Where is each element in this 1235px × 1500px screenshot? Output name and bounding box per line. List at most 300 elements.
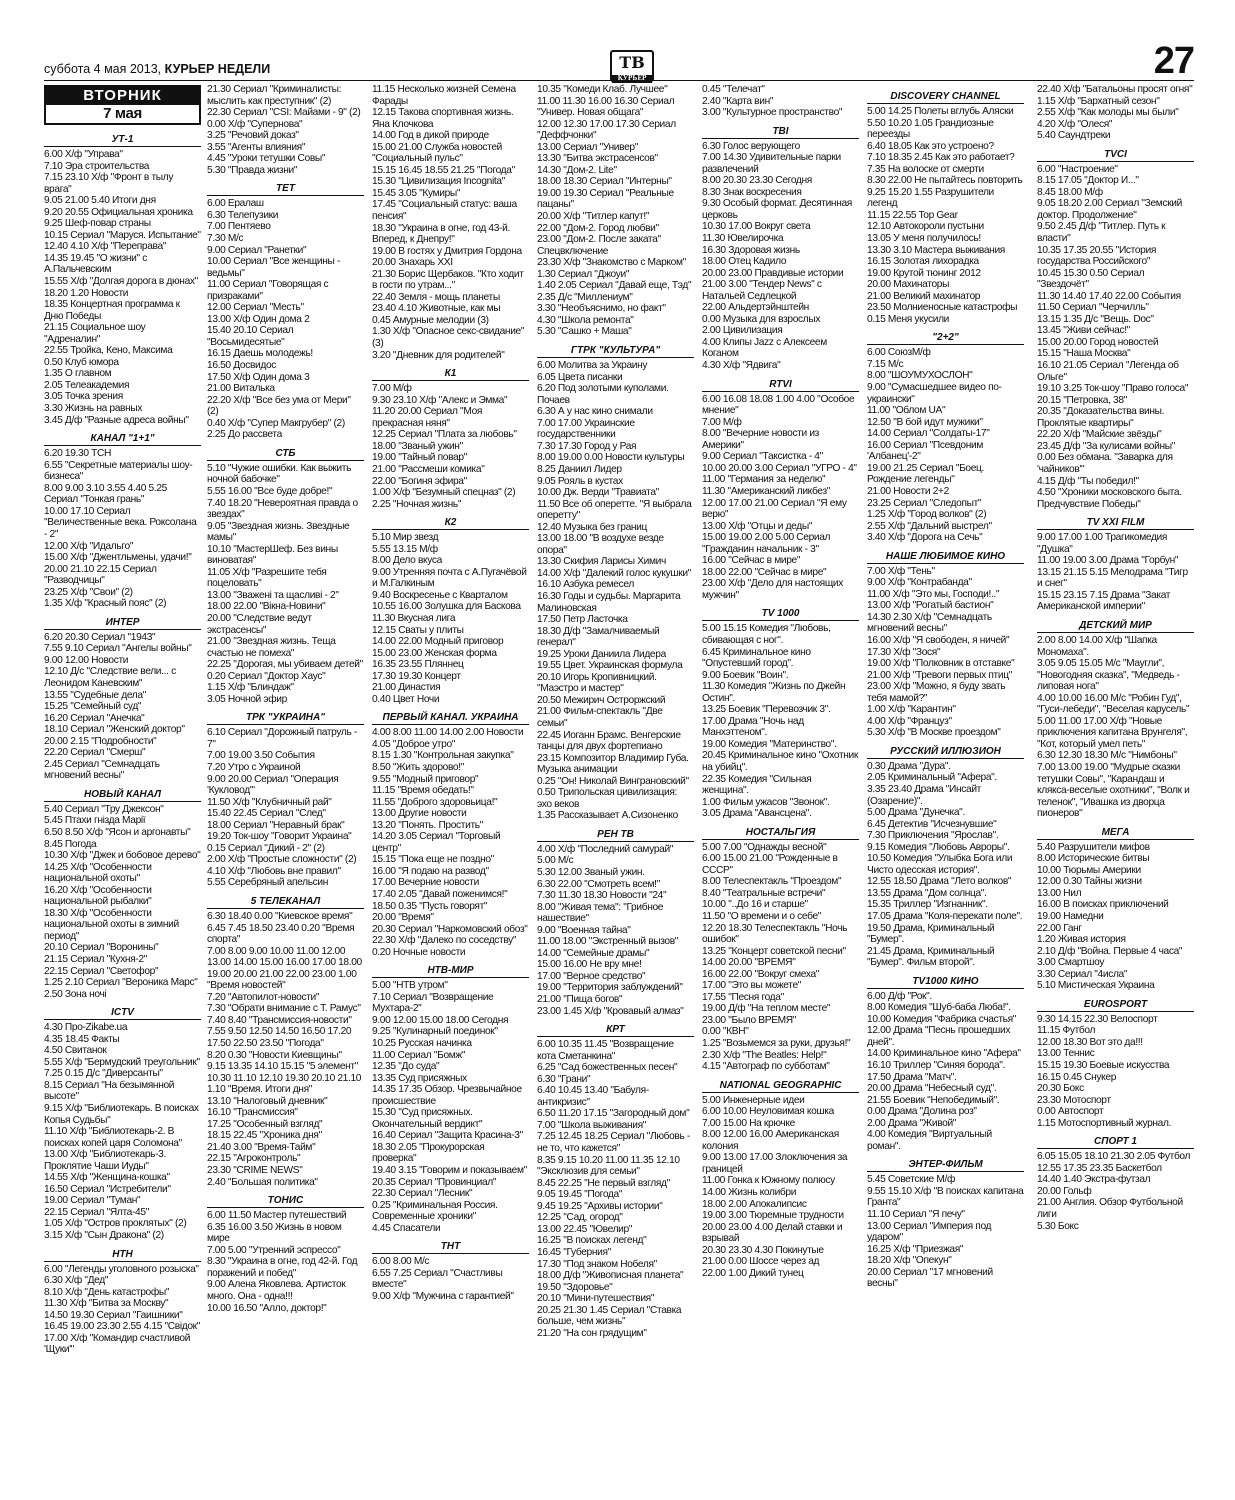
program-entry: 14.00 "Семейные драмы" bbox=[537, 947, 650, 959]
program-entry: 7.30 Приключения "Ярослав". bbox=[867, 830, 999, 842]
program-entry: 5.00 М/с bbox=[537, 855, 574, 867]
program-entry: 9.25 Шеф-повар страны bbox=[44, 218, 151, 230]
program-entry: 20.00 Махинаторы bbox=[867, 279, 950, 291]
program-entry: 10.15 Сериал "Маруся. Испытание" bbox=[44, 229, 201, 241]
program-entry: 7.00 15.00 На крючке bbox=[702, 1117, 795, 1129]
program-entry: 5.30 12.00 Званый ужин. bbox=[537, 867, 645, 878]
program-entry: 8.15 Сериал "На безымянной высоте" bbox=[44, 1079, 175, 1103]
program-entry: 5.30 Х/ф "В Москве проездом" bbox=[867, 727, 1001, 739]
program-entry: 20.00 Знахарь XXI bbox=[372, 257, 453, 269]
program-entry: 7.10 18.35 2.45 Как это работает? bbox=[867, 152, 1015, 164]
program-entry: 8.45 Погода bbox=[44, 838, 97, 850]
program-entry: 4.45 "Уроки тетушки Совы" bbox=[207, 153, 326, 165]
program-entry: 7.40 18.20 "Невероятная правда о звездах" bbox=[207, 497, 358, 521]
channel-name: КАНАЛ "1+1" bbox=[44, 432, 201, 446]
program-entry: 13.55 Драма "Дом солнца". bbox=[867, 887, 987, 899]
program-entry: 16.00 В поисках приключений bbox=[1037, 899, 1169, 911]
schedule-column bbox=[372, 84, 529, 1494]
program-entry: 19.00 В гостях у Дмитрия Гордона bbox=[372, 245, 522, 257]
program-entry: 15.15 19.30 Боевые искусства bbox=[1037, 1060, 1170, 1072]
program-entry: 11.00 Гонка к Южному полюсу bbox=[702, 1175, 835, 1187]
program-entry: 4.00 Комедия "Виртуальный роман". bbox=[867, 1129, 992, 1152]
program-entry: 10.30 Х/ф "Джек и бобовое дерево" bbox=[44, 850, 201, 862]
program-entry: 9.05 "Звездная жизнь. Звездные мамы" bbox=[207, 520, 350, 544]
program-entry: 22.30 Сериал "CSI: Майами - 9" (2) bbox=[207, 107, 361, 119]
program-entry: 6.00 "Легенды уголовного розыска" bbox=[44, 1263, 199, 1275]
program-entry: 8.10 Х/ф "День катастрофы" bbox=[44, 1286, 170, 1298]
program-entry: 22.15 "Агроконтроль" bbox=[207, 1153, 301, 1165]
program-entry: 13.00 22.45 "Ювелир" bbox=[537, 1223, 633, 1235]
program-entry: 9.00 13.00 17.00 Злоключения за границей bbox=[702, 1152, 848, 1175]
program-entry: 9.05 19.45 "Погода" bbox=[537, 1189, 623, 1201]
program-entry: 4.00 8.00 11.00 14.00 2.00 Новости bbox=[372, 727, 524, 739]
program-entry: 1.35 Рассказывает А.Сизоненко bbox=[537, 810, 678, 822]
program-entry: 10.00 "..До 16 и старше" bbox=[702, 899, 808, 911]
channel-name: ДЕТСКИЙ МИР bbox=[1037, 619, 1194, 633]
program-entry: 6.00 8.00 М/с bbox=[372, 1256, 430, 1268]
program-entry: 12.15 Сваты у плиты bbox=[372, 624, 464, 636]
channel-name: EUROSPORT bbox=[1037, 998, 1194, 1012]
program-entry: 12.55 17.35 23.35 Баскетбол bbox=[1037, 1162, 1162, 1174]
program-entry: 0.40 Х/ф "Супер Макгрубер" (2) bbox=[207, 417, 345, 429]
program-entry: 13.00 Теннис bbox=[1037, 1048, 1095, 1060]
tv-kurier-logo bbox=[610, 50, 654, 82]
program-entry: 12.50 "В бой идут мужики" bbox=[867, 416, 983, 428]
program-entry: 7.00 8.00 9.00 10.00 11.00 12.00 13.00 14.00 15.00 16.00 17.00 18.00 19.00 20.00 21.00 22.00 23.00 1.00 "Время новостей" bbox=[207, 945, 362, 992]
channel-block bbox=[867, 90, 1024, 325]
program-entry: 12.00 Сериал "Месть" bbox=[207, 302, 304, 314]
program-entry: 1.30 Х/ф "Опасное секс-свидание" (3) bbox=[372, 326, 525, 350]
channel-name: К2 bbox=[372, 516, 529, 530]
program-entry: 12.20 18.30 Телеспектакль "Ночь ошибок" bbox=[702, 922, 848, 946]
program-entry: 0.00 Музыка для взрослых bbox=[702, 313, 821, 325]
program-entry: 23.30 "CRIME NEWS" bbox=[207, 1165, 303, 1177]
program-entry: 22.15 Сериал "Светофор" bbox=[44, 965, 159, 977]
program-entry: 15.00 21.00 Служба новостей "Социальный пульс" bbox=[372, 141, 502, 165]
program-entry: 16.10 Триллер "Синяя борода". bbox=[867, 1060, 1006, 1072]
program-entry: 20.00 "Следствие ведут экстрасенсы" bbox=[207, 612, 312, 636]
program-entry: 13.00 "Зважені та щасливі - 2" bbox=[207, 589, 339, 601]
program-entry: 23.50 Молниеносные катастрофы bbox=[867, 302, 1018, 314]
channel-block bbox=[1037, 1135, 1194, 1232]
program-entry: 3.05 Драма "Авансцена". bbox=[702, 808, 812, 820]
program-entry: 16.20 Сериал "Анечка" bbox=[44, 712, 145, 724]
program-entry: 11.50 Все об оперетте. "Я выбрала оперетту" bbox=[537, 498, 692, 522]
program-entry: 18.30 Х/ф "Особенности национальной охоты в зимний период" bbox=[44, 907, 179, 942]
program-entry: 20.15 "Петровка, 38" bbox=[1037, 394, 1127, 406]
channel-name: DISCOVERY CHANNEL bbox=[867, 90, 1024, 104]
program-entry: 12.15 Такова спортивная жизнь. Яна Клочкова bbox=[372, 107, 514, 130]
program-entry: 7.10 Эра строительства bbox=[44, 160, 150, 172]
channel-name: ЭНТЕР-ФИЛЬМ bbox=[867, 1158, 1024, 1172]
program-entry: 23.25 Сериал "Следопыт" bbox=[867, 497, 982, 509]
program-entry: 9.00 Х/ф "Мужчина с гарантией" bbox=[372, 1290, 514, 1302]
program-entry: 3.40 Х/ф "Дорога на Сечь" bbox=[867, 532, 983, 544]
program-entry: 6.45 Криминальное кино "Опустевший город". bbox=[702, 646, 811, 670]
program-entry: 9.00 Алена Яковлева. Артисток много. Она - одна!!! bbox=[207, 1279, 346, 1302]
program-entry: 5.45 Советские М/ф bbox=[867, 1174, 955, 1186]
program-entry: 23.00 1.45 Х/ф "Кровавый алмаз" bbox=[537, 1005, 684, 1017]
program-entry: 2.00 8.00 14.00 Х/ф "Шапка Мономаха". bbox=[1037, 634, 1157, 658]
program-entry: 18.30 2.05 "Прокурорская проверка" bbox=[372, 1141, 485, 1165]
program-entry: 16.25 Х/ф "Приезжая" bbox=[867, 1243, 964, 1255]
program-entry: 14.00 Год в дикой природе bbox=[372, 130, 489, 142]
channel-block bbox=[537, 84, 694, 338]
channel-block bbox=[207, 182, 364, 440]
channel-name: "2+2" bbox=[867, 331, 1024, 345]
program-entry: 0.20 Ночные новости bbox=[372, 946, 466, 958]
program-entry: 9.45 19.25 "Архивы истории" bbox=[537, 1200, 663, 1212]
program-entry: 6.45 7.45 18.50 23.40 0.20 "Время спорта" bbox=[207, 922, 355, 946]
program-entry: 9.00 "Сумасшедшее видео по-украински" bbox=[867, 382, 1002, 405]
program-entry: 15.40 22.45 Сериал "След" bbox=[207, 808, 326, 820]
program-entry: 13.25 Боевик "Перевозчик 3". bbox=[702, 704, 831, 716]
program-entry: 21.00 3.00 "Тендер News" с Натальей Седлецкой bbox=[702, 279, 822, 302]
program-entry: 5.40 Сериал "Тру Джексон" bbox=[44, 803, 164, 815]
program-entry: 8.45 18.00 М/ф bbox=[1037, 186, 1103, 198]
program-entry: 9.05 21.00 5.40 Итоги дня bbox=[44, 195, 156, 207]
program-entry: 15.25 "Семейный суд" bbox=[44, 701, 142, 713]
program-entry: 15.00 19.00 2.00 5.00 Сериал "Гражданин начальник - 3" bbox=[702, 532, 831, 555]
program-entry: 11.00 19.00 3.00 Драма "Горбун" bbox=[1037, 555, 1179, 567]
program-entry: 9.00 "Военная тайна" bbox=[537, 924, 631, 936]
program-entry: 16.10 21.05 Сериал "Легенда об Ольге" bbox=[1037, 360, 1179, 383]
program-entry: 7.35 На волоске от смерти bbox=[867, 163, 984, 175]
channel-name: ТНТ bbox=[372, 1240, 529, 1254]
program-entry: 11.30 "Американский ликбез" bbox=[702, 485, 831, 497]
channel-name: К1 bbox=[372, 367, 529, 381]
program-entry: 7.00 Пентяево bbox=[207, 221, 271, 233]
program-entry: 2.10 Д/ф "Война. Первые 4 часа" bbox=[1037, 945, 1183, 957]
program-entry: 6.00 СоюзМ/ф bbox=[867, 347, 931, 359]
program-entry: 6.00 15.00 21.00 "Рожденные в СССР" bbox=[702, 853, 838, 876]
program-entry: 12.00 12.30 17.00 17.30 Сериал "Деффчонки" bbox=[537, 118, 676, 142]
program-entry: 18.20 Х/ф "Опекун" bbox=[867, 1255, 952, 1267]
schedule-column bbox=[537, 84, 694, 1494]
program-entry: 15.30 "Цивилизация Incognita" bbox=[372, 176, 505, 188]
program-entry: 21.00 "Звездная жизнь. Теща счастью не помеха" bbox=[207, 636, 336, 659]
program-entry: 4.30 "Школа ремонта" bbox=[537, 314, 634, 326]
program-entry: 2.50 Зона ночі bbox=[44, 988, 107, 1000]
program-entry: 10.00 Комедия "Фабрика счастья" bbox=[867, 1013, 1017, 1025]
program-entry: 23.00 "Было ВРЕМЯ" bbox=[702, 1014, 797, 1026]
program-entry: 6.30 "Грани" bbox=[537, 1073, 591, 1085]
program-entry: 14.35 19.45 "О жизни" с А.Пальчевским bbox=[44, 252, 148, 276]
program-entry: 12.35 "До суда" bbox=[372, 1061, 440, 1073]
program-entry: 1.00 Х/ф "Карантин" bbox=[867, 704, 956, 716]
program-entry: 11.55 "Доброго здоровьица!" bbox=[372, 796, 498, 808]
program-entry: 13.10 "Налоговый дневник" bbox=[207, 1095, 328, 1107]
program-entry: 8.15 1.30 "Контрольная закупка" bbox=[372, 750, 514, 762]
program-entry: 17.00 "Это вы можете" bbox=[702, 980, 802, 992]
program-entry: 3.30 Сериал "4исла" bbox=[1037, 968, 1128, 980]
program-entry: 20.25 21.30 1.45 Сериал "Ставка больше, чем жизнь" bbox=[537, 1304, 682, 1328]
program-entry: 7.30 17.30 Город у Рая bbox=[537, 440, 637, 452]
channel-block bbox=[867, 550, 1024, 739]
program-entry: 18.50 0.35 "Пусть говорят" bbox=[372, 900, 488, 912]
program-entry: 5.10 Мир звезд bbox=[372, 532, 439, 544]
program-entry: 0.00 Без обмана. "Заварка для 'чайников'" bbox=[1037, 452, 1173, 475]
program-entry: 16.15 0.45 Снукер bbox=[1037, 1071, 1117, 1083]
program-entry: 8.45 22.25 "Не первый взгляд" bbox=[537, 1177, 670, 1189]
program-entry: 21.30 Борис Щербаков. "Кто ходит в гости по утрам..." bbox=[372, 268, 524, 292]
program-entry: 6.00 Д/ф "Рок". bbox=[867, 990, 932, 1002]
program-entry: 0.40 Цвет Ночи bbox=[372, 693, 440, 705]
program-entry: 6.30 А у нас кино снимали bbox=[537, 406, 653, 418]
channel-block bbox=[207, 1194, 364, 1314]
program-entry: 7.00 5.00 "Утренний эспрессо" bbox=[207, 1244, 341, 1256]
logo-sub: КУРЬЕР bbox=[612, 75, 652, 83]
channel-name: НОВЫЙ КАНАЛ bbox=[44, 788, 201, 802]
program-entry: 4.50 Свитанок bbox=[44, 1045, 107, 1057]
program-entry: 1.25 Х/ф "Город волков" (2) bbox=[867, 509, 987, 521]
program-entry: 9.05 18.20 2.00 Сериал "Земский доктор. Продолжение" bbox=[1037, 198, 1182, 221]
program-entry: 10.25 Русская начинка bbox=[372, 1038, 472, 1050]
program-entry: 7.55 9.50 12.50 14.50 16.50 17.20 17.50 22.50 23.50 "Погода" bbox=[207, 1026, 352, 1050]
program-entry: 14.00 20.00 "ВРЕМЯ" bbox=[702, 957, 796, 969]
program-entry: 17.00 "Верное средство" bbox=[537, 970, 646, 982]
program-entry: 7.00 19.00 3.50 События bbox=[207, 750, 315, 762]
program-entry: 13.00 18.00 "В воздухе вездe опора" bbox=[537, 533, 664, 556]
program-entry: 13.45 "Живи сейчас!" bbox=[1037, 325, 1130, 337]
program-entry: 6.00 Х/ф "Управа" bbox=[44, 149, 123, 160]
program-entry: 10.35 "Комеди Клаб. Лучшее" bbox=[537, 84, 668, 95]
program-entry: 17.45 "Социальный статус: ваша пенсия" bbox=[372, 199, 517, 223]
program-entry: 19.55 Цвет. Украинская формула bbox=[537, 660, 683, 672]
program-entry: 8.00 20.30 23.30 Сегодня bbox=[702, 175, 812, 187]
program-entry: 21.00 Х/ф "Тревоги первых птиц" bbox=[867, 669, 1012, 681]
program-entry: 9.00 12.00 Новости bbox=[44, 654, 129, 666]
program-entry: 3.05 Ночной эфир bbox=[207, 693, 287, 705]
program-entry: 4.00 10.00 16.00 М/с "Робин Гуд", "Гуси-лебеди", "Веселая карусель" bbox=[1037, 692, 1190, 716]
program-entry: 14.35 17.35 Обзор. Чрезвычайное происшествие bbox=[372, 1084, 522, 1107]
program-entry: 3.45 Д/ф "Разные адреса войны" bbox=[44, 414, 189, 426]
program-entry: 16.00 Сериал "Псевдоним 'Албанец'-2" bbox=[867, 439, 984, 463]
channel-block bbox=[1037, 516, 1194, 613]
program-entry: 18.00 22.00 "Сейчас в мире" bbox=[702, 566, 827, 578]
program-entry: 5.40 Саундтреки bbox=[1037, 130, 1111, 142]
program-entry: 16.10 "Трансмиссия" bbox=[207, 1107, 298, 1119]
program-entry: 1.20 Живая история bbox=[1037, 934, 1126, 946]
program-entry: 10.45 15.30 0.50 Сериал "Звездочёт" bbox=[1037, 267, 1145, 291]
program-entry: 22.00 Ганг bbox=[1037, 922, 1082, 934]
program-entry: 1.35 О главном bbox=[44, 368, 112, 380]
program-entry: 5.40 Разрушители мифов bbox=[1037, 841, 1150, 853]
program-entry: 21.00 Виталька bbox=[207, 383, 275, 395]
channel-block bbox=[44, 1248, 201, 1356]
channel-block bbox=[867, 1158, 1024, 1289]
program-entry: 18.00 22.00 "Вікна-Новини" bbox=[207, 601, 326, 613]
program-entry: 9.55 15.10 Х/ф "В поисках капитана Гранта" bbox=[867, 1185, 1024, 1209]
program-entry: 22.20 Сериал "Смерш" bbox=[44, 747, 146, 759]
program-entry: 11.00 Сериал "Бомж" bbox=[372, 1049, 466, 1061]
program-entry: 19.10 3.25 Ток-шоу "Право голоса" bbox=[1037, 383, 1189, 395]
program-entry: 18.30 Д/ф "Замалчиваемый генерал" bbox=[537, 625, 660, 649]
program-entry: 13.00 Сериал "Империя под ударом" bbox=[867, 1220, 992, 1244]
program-entry: 7.00 13.00 19.00 "Мудрые сказки тетушки Совы", "Карандаш и клякса-веселые охотники", "Волк и теленок", "Ивашка из дворца пионеров" bbox=[1037, 761, 1190, 820]
program-entry: 20.10 Игорь Кропивницкий. "Маэстро и мастер" bbox=[537, 671, 657, 695]
program-entry: 0.25 "Криминальная Россия. Современные хроники" bbox=[372, 1199, 498, 1223]
program-entry: 10.30 17.00 Вокруг света bbox=[702, 221, 811, 233]
program-entry: 0.45 Амурные мелодии (3) bbox=[372, 314, 489, 326]
program-entry: 12.40 4.10 Х/ф "Переправа" bbox=[44, 241, 167, 253]
program-entry: 17.50 Драма "Матч". bbox=[867, 1071, 957, 1083]
program-entry: 17.00 Вечерние новости bbox=[372, 877, 479, 889]
program-entry: 23.40 4.10 Животные, как мы bbox=[372, 303, 501, 315]
program-entry: 8.25 Даниил Лидер bbox=[537, 463, 622, 475]
channel-name: КРТ bbox=[537, 1023, 694, 1037]
program-entry: 9.25 "Кулинарный поединок" bbox=[372, 1026, 498, 1038]
program-entry: 4.20 Х/ф "Олеся" bbox=[1037, 118, 1113, 130]
channel-block bbox=[207, 84, 364, 176]
program-entry: 7.20 "Автопилот-новости" bbox=[207, 991, 320, 1003]
program-entry: 13.20 "Понять. Простить" bbox=[372, 819, 483, 831]
program-entry: 20.30 23.30 4.30 Покинутые bbox=[702, 1244, 824, 1256]
program-entry: 22.25 "Дорогая, мы убиваем детей" bbox=[207, 659, 363, 671]
program-entry: 8.20 0.30 "Новости Киевщины" bbox=[207, 1049, 342, 1061]
program-entry: 0.50 Трипольская цивилизация: эхо веков bbox=[537, 787, 677, 810]
program-entry: 7.55 9.10 Сериал "Ангелы войны" bbox=[44, 643, 192, 655]
program-entry: 15.15 16.45 18.55 21.25 "Погода" bbox=[372, 164, 515, 176]
program-entry: 5.30 Бокс bbox=[1037, 1220, 1079, 1232]
program-entry: 11.15 "Время обедать!" bbox=[372, 785, 474, 797]
program-entry: 6.05 Цвета писанки bbox=[537, 371, 623, 383]
program-entry: 6.20 Под золотыми куполами. Почаев bbox=[537, 383, 669, 406]
program-entry: 7.00 Х/ф "Тень" bbox=[867, 565, 935, 577]
program-entry: 9.00 Сериал "Ранетки" bbox=[207, 244, 307, 256]
program-entry: 22.55 Тройка, Кено, Максима bbox=[44, 345, 173, 357]
channel-block bbox=[867, 975, 1024, 1153]
program-entry: 7.00 "Школа выживания" bbox=[537, 1119, 647, 1131]
program-entry: 19.00 Комедия "Материнство". bbox=[702, 738, 837, 750]
program-entry: 18.00 Сериал "Неравный брак" bbox=[207, 819, 345, 831]
channel-block bbox=[207, 895, 364, 1188]
program-entry: 8.00 "Вечерние новости из Америки" bbox=[702, 428, 819, 451]
channel-name: РУССКИЙ ИЛЛЮЗИОН bbox=[867, 745, 1024, 759]
program-entry: 19.50 "Здоровье" bbox=[537, 1281, 613, 1293]
program-entry: 0.00 Х/ф "Супернова" bbox=[207, 118, 303, 130]
program-entry: 13.30 "Битва экстрасенсов" bbox=[537, 153, 658, 165]
program-entry: 5.55 13.15 М/ф bbox=[372, 543, 438, 555]
program-entry: 19.00 Намедни bbox=[1037, 911, 1104, 922]
program-entry: 7.30 "Обрати внимание с Т. Рамус" bbox=[207, 1003, 361, 1015]
program-entry: 9.30 14.15 22.30 Велоспорт bbox=[1037, 1013, 1158, 1025]
program-entry: 8.15 17.05 "Доктор И..." bbox=[1037, 175, 1139, 187]
channel-block bbox=[702, 1079, 859, 1280]
program-entry: 13.30 Скифия Ларисы Химич bbox=[537, 556, 666, 568]
program-entry: 21.40 3.00 "Время-Тайм" bbox=[207, 1141, 316, 1153]
program-entry: 6.50 11.20 17.15 "Загородный дом" bbox=[537, 1108, 690, 1120]
header-date: суббота 4 мая 2013, bbox=[44, 62, 162, 76]
program-entry: 19.25 Уроки Даниила Лидера bbox=[537, 648, 666, 660]
program-entry: 20.30 Бокс bbox=[1037, 1083, 1084, 1095]
program-entry: 13.00 Сериал "Универ" bbox=[537, 141, 638, 153]
program-entry: 1.25 2.10 Сериал "Вероника Марс" bbox=[44, 977, 198, 989]
channel-block bbox=[1037, 84, 1194, 142]
program-entry: 5.00 Драма "Дунечка". bbox=[867, 807, 965, 819]
program-entry: 22.00 1.00 Дикий тунец bbox=[702, 1267, 804, 1279]
program-entry: 19.00 21.25 Сериал "Боец. Рождение легенды" bbox=[867, 462, 985, 486]
program-entry: 8.30 22.00 Не пытайтесь повторить bbox=[867, 175, 1023, 187]
channel-block bbox=[537, 828, 694, 1017]
program-entry: 8.30 "Украина в огне, год 42-й. Год поражений и побед" bbox=[207, 1256, 358, 1279]
channel-name: НТН bbox=[44, 1248, 201, 1262]
program-entry: 11.50 Сериал "Черчилль" bbox=[1037, 302, 1149, 314]
program-entry: 3.05 9.05 15.05 М/с "Маугли", "Новогодняя сказка", "Медведь - липовая нога" bbox=[1037, 658, 1180, 693]
channel-name: ТЕТ bbox=[207, 182, 364, 196]
program-entry: 22.00 "Богиня эфира" bbox=[372, 475, 467, 487]
program-entry: 23.00 "Дом-2. После заката" Спецвключение bbox=[537, 234, 661, 257]
program-entry: 14.30 2.30 Х/ф "Семнадцать мгновений весны" bbox=[867, 611, 992, 635]
channel-name: TV1000 КИНО bbox=[867, 975, 1024, 989]
program-entry: 7.30 М/с bbox=[207, 233, 244, 245]
program-entry: 19.00 Крутой тюнинг 2012 bbox=[867, 267, 981, 279]
program-entry: 21.00 Великий махинатор bbox=[867, 290, 981, 302]
program-entry: 6.00 11.50 Мастер путешествий bbox=[207, 1210, 347, 1222]
program-entry: 8.00 12.00 16.00 Американская колония bbox=[702, 1129, 839, 1152]
program-entry: 5.55 Х/ф "Бермудский треугольник" bbox=[44, 1056, 200, 1068]
program-entry: 14.00 Х/ф "Далекий голос кукушки" bbox=[537, 567, 691, 579]
program-entry: 13.55 "Судебные дела" bbox=[44, 689, 146, 701]
program-entry: 9.15 Х/ф "Библиотекарь. В поисках Копья Судьбы" bbox=[44, 1103, 199, 1126]
program-entry: 2.55 Х/ф "Дальний выстрел" bbox=[867, 520, 992, 532]
channel-name: TVCI bbox=[1037, 148, 1194, 162]
program-entry: 10.10 "МастерШеф. Без вины виноватая" bbox=[207, 543, 338, 567]
program-entry: 14.00 Сериал "Солдаты-17" bbox=[867, 428, 990, 440]
channel-name: НАШЕ ЛЮБИМОЕ КИНО bbox=[867, 550, 1024, 564]
program-entry: 21.00 Династия bbox=[372, 682, 441, 694]
channel-block bbox=[702, 826, 859, 1073]
logo-main: ТВ bbox=[619, 53, 645, 72]
program-entry: 16.15 Даешь молодежь! bbox=[207, 348, 313, 360]
program-entry: 7.15 М/с bbox=[867, 358, 904, 370]
program-entry: 7.00 17.00 Украинские государственники bbox=[537, 417, 635, 441]
program-entry: 11.30 Вкусная лига bbox=[372, 612, 456, 624]
program-entry: 12.40 Музыка без границ bbox=[537, 521, 648, 533]
program-entry: 13.35 Суд присяжных bbox=[372, 1072, 467, 1084]
program-entry: 9.30 23.10 Х/ф "Алекс и Эмма" bbox=[372, 394, 508, 406]
program-entry: 20.35 "Доказательства вины. Проклятые квартиры" bbox=[1037, 406, 1165, 429]
channel-name: ТРК "УКРАИНА" bbox=[207, 711, 364, 725]
program-entry: 20.00 "Время" bbox=[372, 912, 434, 924]
schedule-columns bbox=[44, 84, 1194, 1494]
channel-block bbox=[44, 432, 201, 610]
day-heading bbox=[44, 85, 201, 125]
program-entry: 0.00 "КВН" bbox=[702, 1026, 749, 1038]
program-entry: 2.00 Драма "Живой" bbox=[867, 1117, 957, 1129]
program-entry: 6.05 15.05 18.10 21.30 2.05 Футбол bbox=[1037, 1151, 1191, 1163]
program-entry: 10.30 11.10 12.10 19.30 20.10 21.10 1.10 "Время. Итоги дня" bbox=[207, 1072, 362, 1096]
program-entry: 20.10 "Мини-путешествия" bbox=[537, 1293, 655, 1305]
program-entry: 15.15 "Пока еще не поздно" bbox=[372, 854, 494, 866]
program-entry: 0.15 Сериал "Дикий - 2" (2) bbox=[207, 842, 325, 854]
program-entry: 20.00 Х/ф "Титлер капут!" bbox=[537, 211, 650, 223]
program-entry: 7.25 0.15 Д/с "Диверсанты" bbox=[44, 1068, 163, 1080]
program-entry: 5.10 "Чужие ошибки. Как выжить ночной бабочке" bbox=[207, 462, 352, 486]
program-entry: 16.10 Азбука ремесел bbox=[537, 579, 634, 591]
program-entry: 1.35 Х/ф "Красный пояс" (2) bbox=[44, 598, 167, 610]
program-entry: 22.00 "Дом-2. Город любви" bbox=[537, 222, 659, 234]
program-entry: 2.25 До рассвета bbox=[207, 429, 282, 441]
program-entry: 17.40 2.05 "Давай поженимся!" bbox=[372, 889, 508, 900]
program-entry: 20.30 Сериал "Наркомовский обоз" bbox=[372, 923, 528, 935]
program-entry: 6.40 18.05 Как это устроено? bbox=[867, 140, 994, 152]
program-entry: 6.30 18.40 0.00 "Киевское время" bbox=[207, 911, 353, 922]
program-entry: 14.55 Х/ф "Женщина-кошка" bbox=[44, 1172, 170, 1184]
program-entry: 7.10 Сериал "Возвращение Мухтара-2" bbox=[372, 991, 494, 1015]
program-entry: 23.30 Мотоспорт bbox=[1037, 1094, 1111, 1106]
program-entry: 3.30 "Необъяснимо, но факт" bbox=[537, 303, 666, 315]
